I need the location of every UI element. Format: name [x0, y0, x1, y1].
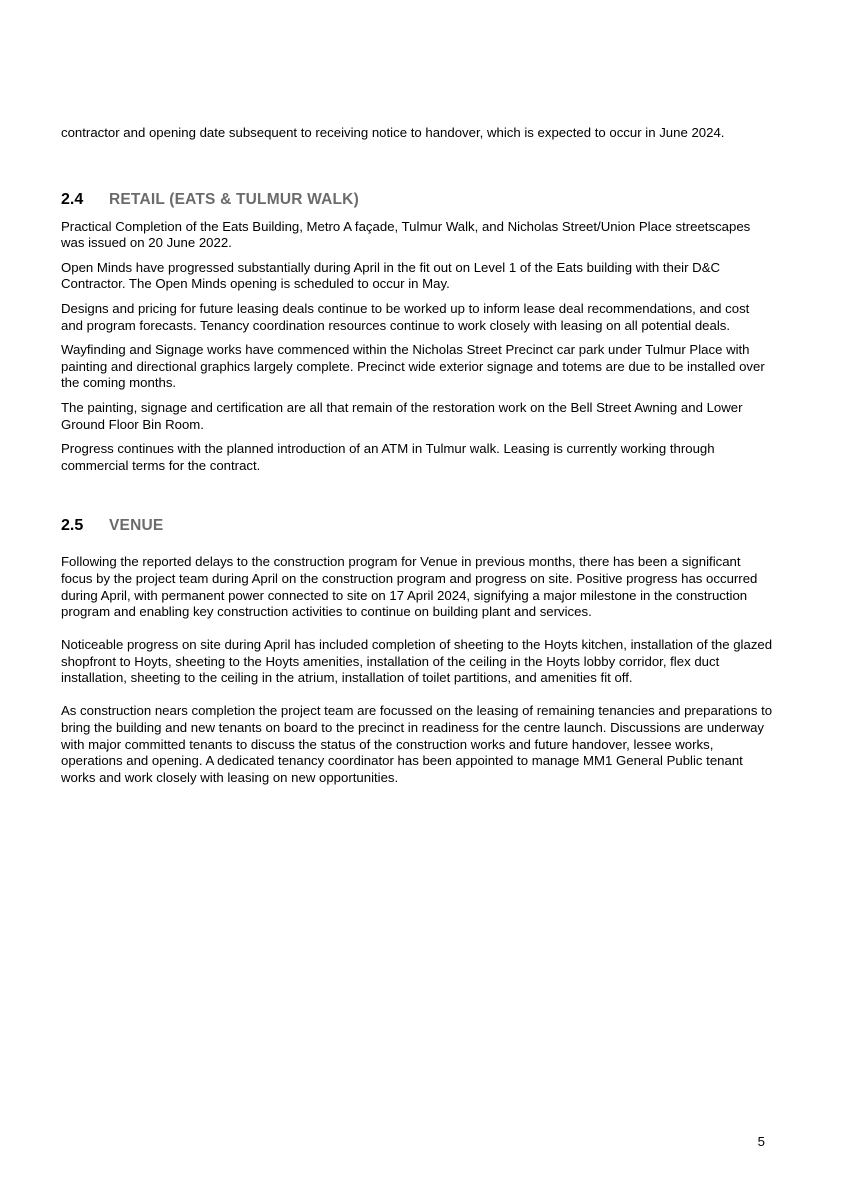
section-number: 2.4 — [61, 190, 84, 208]
paragraph: Following the reported delays to the construction program for Venue in previous months, there has been a significant focus by the project team during April on the construction program and progress on site. Positive progress has occurred during April, with permanent power connected to site on 17 April 2024, signifying a major milestone in the construction program and enabling key construction activities to continue on building plant and services. — [61, 554, 758, 620]
paragraph: Progress continues with the planned introduction of an ATM in Tulmur walk. Leasing is currently working through commercial terms for the contract. — [61, 441, 715, 473]
section-heading-retail — [61, 191, 773, 209]
section-number: 2.5 — [61, 517, 84, 535]
paragraph: As construction nears completion the project team are focussed on the leasing of remaining tenancies and preparations to bring the building and new tenants on board to the precinct in readiness for the centre launch. Discussions are underway with major committed tenants to discuss the status of the construction works and future handover, lessee works, operations and opening. A dedicated tenancy coordinator has been appointed to manage MM1 General Public tenant works and work closely with leasing on new opportunities. — [61, 703, 773, 785]
section-retail — [61, 191, 773, 475]
section-title: VENUE — [109, 517, 164, 535]
intro-paragraph: contractor and opening date subsequent to receiving notice to handover, which is expected to occur in June 2024. — [61, 125, 725, 140]
section-heading-venue — [61, 517, 773, 535]
section-title: RETAIL (EATS & TULMUR WALK) — [109, 190, 359, 208]
page-number: 5 — [757, 1134, 765, 1149]
paragraph: Wayfinding and Signage works have commenced within the Nicholas Street Precinct car park under Tulmur Place with painting and directional graphics largely complete. Precinct wide exterior signage and totems are due to be installed over the coming months. — [61, 342, 765, 391]
paragraph: Designs and pricing for future leasing deals continue to be worked up to inform lease deal recommendations, and cost and program forecasts. Tenancy coordination resources continue to work closely with leasing on all potential deals. — [61, 300, 750, 333]
paragraph: Practical Completion of the Eats Building, Metro A façade, Tulmur Walk, and Nicholas Street/Union Place streetscapes was issued on 20 June 2022. — [61, 218, 751, 251]
paragraph: Open Minds have progressed substantially during April in the fit out on Level 1 of the Eats building with their D&C Contractor. The Open Minds opening is scheduled to occur in May. — [61, 259, 721, 292]
section-venue — [61, 517, 773, 786]
paragraph: Noticeable progress on site during April has included completion of sheeting to the Hoyts kitchen, installation of the glazed shopfront to Hoyts, sheeting to the Hoyts amenities, installation of the ceiling in the Hoyts lobby corridor, flex duct installation, sheeting to the ceiling in the atrium, installation of toilet partitions, and amenities fit off. — [61, 637, 773, 686]
paragraph: The painting, signage and certification are all that remain of the restoration work on the Bell Street Awning and Lower Ground Floor Bin Room. — [61, 399, 743, 432]
page-content — [61, 125, 773, 803]
